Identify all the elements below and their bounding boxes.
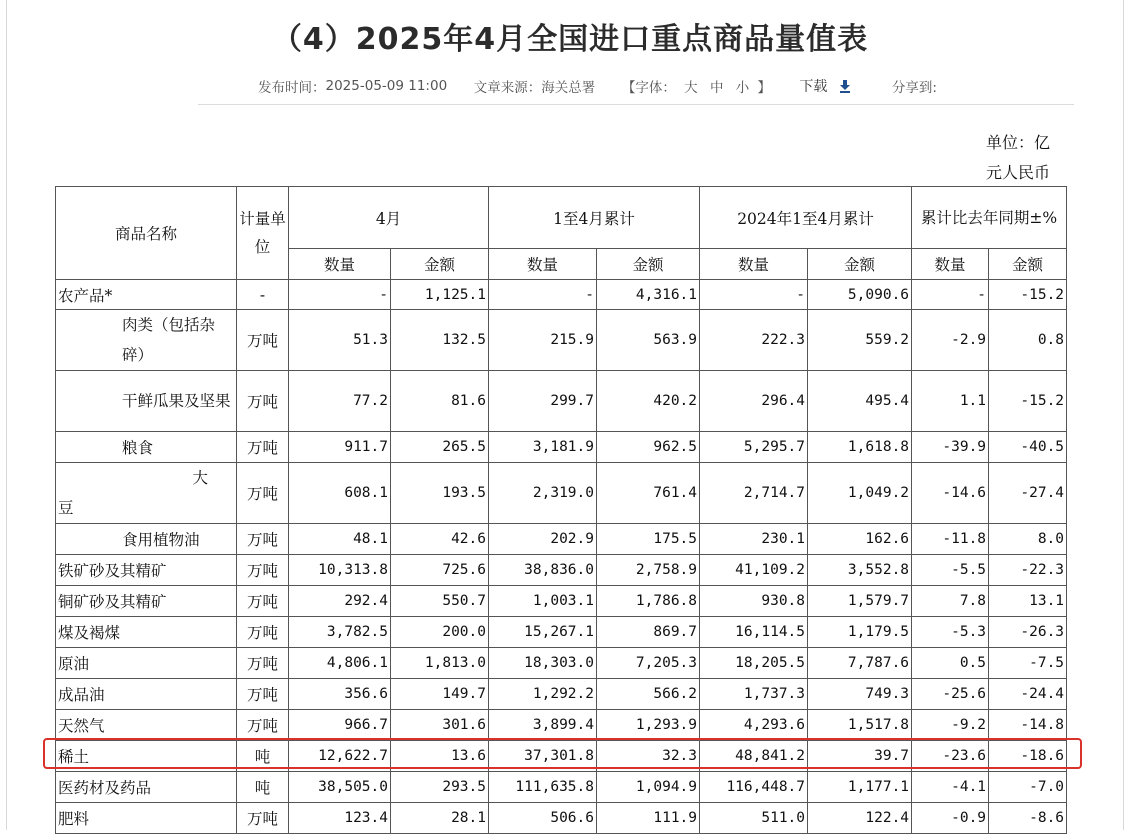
row-name: 成品油 xyxy=(56,679,237,710)
table-row xyxy=(56,648,1067,679)
cell-2024-amt: 749.3 xyxy=(808,679,912,710)
cell-2024-qty: - xyxy=(700,280,808,310)
cell-ytd-qty: 15,267.1 xyxy=(489,617,597,648)
cell-april-amt: 725.6 xyxy=(391,555,489,586)
row-unit: 万吨 xyxy=(237,371,289,432)
cell-april-qty: 4,806.1 xyxy=(289,648,391,679)
row-unit: 吨 xyxy=(237,741,289,772)
cell-april-amt: 132.5 xyxy=(391,310,489,371)
row-unit: 万吨 xyxy=(237,710,289,741)
cell-2024-amt: 559.2 xyxy=(808,310,912,371)
table-row xyxy=(56,371,1067,432)
header-divider xyxy=(198,104,1074,105)
cell-ytd-qty: 37,301.8 xyxy=(489,741,597,772)
cell-yoy-amt: -15.2 xyxy=(989,371,1067,432)
article-meta xyxy=(258,76,937,96)
cell-ytd-amt: 2,758.9 xyxy=(597,555,700,586)
cell-yoy-amt: -40.5 xyxy=(989,432,1067,463)
cell-april-amt: 265.5 xyxy=(391,432,489,463)
row-unit: 万吨 xyxy=(237,463,289,524)
row-name: 食用植物油 xyxy=(56,524,237,555)
publish-time: 2025-05-09 11:00 xyxy=(325,78,448,94)
cell-ytd-amt: 420.2 xyxy=(597,371,700,432)
row-name: 肥料 xyxy=(56,803,237,834)
publish-label: 发布时间： xyxy=(258,80,326,96)
cell-april-amt: 1,125.1 xyxy=(391,280,489,310)
cell-april-amt: 28.1 xyxy=(391,803,489,834)
cell-yoy-qty: -2.9 xyxy=(912,310,989,371)
row-unit: 万吨 xyxy=(237,803,289,834)
cell-yoy-qty: -5.3 xyxy=(912,617,989,648)
cell-2024-amt: 1,177.1 xyxy=(808,772,912,803)
cell-ytd-qty: 1,292.2 xyxy=(489,679,597,710)
cell-yoy-qty: - xyxy=(912,280,989,310)
cell-ytd-qty: 215.9 xyxy=(489,310,597,371)
cell-april-qty: 356.6 xyxy=(289,679,391,710)
cell-april-amt: 193.5 xyxy=(391,463,489,524)
row-name: 原油 xyxy=(56,648,237,679)
cell-yoy-amt: -18.6 xyxy=(989,741,1067,772)
cell-yoy-qty: -11.8 xyxy=(912,524,989,555)
cell-2024-qty: 41,109.2 xyxy=(700,555,808,586)
cell-yoy-qty: -9.2 xyxy=(912,710,989,741)
cell-yoy-qty: 1.1 xyxy=(912,371,989,432)
font-medium-button[interactable]: 中 xyxy=(709,80,724,96)
cell-yoy-amt: -7.5 xyxy=(989,648,1067,679)
cell-ytd-amt: 566.2 xyxy=(597,679,700,710)
cell-2024-amt: 1,618.8 xyxy=(808,432,912,463)
cell-2024-qty: 296.4 xyxy=(700,371,808,432)
cell-april-qty: - xyxy=(289,280,391,310)
header-amt: 金额 xyxy=(597,249,700,280)
cell-ytd-amt: 7,205.3 xyxy=(597,648,700,679)
cell-april-amt: 149.7 xyxy=(391,679,489,710)
source-value: 海关总署 xyxy=(541,80,596,96)
cell-ytd-amt: 761.4 xyxy=(597,463,700,524)
table-row xyxy=(56,617,1067,648)
row-unit: 万吨 xyxy=(237,524,289,555)
header-qty: 数量 xyxy=(289,249,391,280)
cell-ytd-qty: 1,003.1 xyxy=(489,586,597,617)
cell-april-qty: 966.7 xyxy=(289,710,391,741)
cell-2024-qty: 18,205.5 xyxy=(700,648,808,679)
row-name: 稀土 xyxy=(56,741,237,772)
cell-yoy-amt: -26.3 xyxy=(989,617,1067,648)
cell-2024-amt: 1,579.7 xyxy=(808,586,912,617)
font-small-button[interactable]: 小 xyxy=(735,80,750,96)
cell-april-qty: 123.4 xyxy=(289,803,391,834)
cell-yoy-amt: -22.3 xyxy=(989,555,1067,586)
cell-2024-amt: 495.4 xyxy=(808,371,912,432)
cell-yoy-qty: -23.6 xyxy=(912,741,989,772)
cell-yoy-amt: 8.0 xyxy=(989,524,1067,555)
cell-ytd-amt: 869.7 xyxy=(597,617,700,648)
cell-yoy-amt: 13.1 xyxy=(989,586,1067,617)
cell-april-amt: 200.0 xyxy=(391,617,489,648)
cell-ytd-amt: 111.9 xyxy=(597,803,700,834)
cell-yoy-amt: -15.2 xyxy=(989,280,1067,310)
font-size-label: 【字体： xyxy=(621,80,676,96)
row-name: 医药材及药品 xyxy=(56,772,237,803)
cell-2024-qty: 511.0 xyxy=(700,803,808,834)
cell-2024-amt: 7,787.6 xyxy=(808,648,912,679)
cell-yoy-amt: -8.6 xyxy=(989,803,1067,834)
row-name-part1: 大 xyxy=(192,469,208,487)
share-label: 分享到: xyxy=(891,80,937,96)
table-row-highlighted xyxy=(56,741,1067,772)
page-left-border xyxy=(6,0,7,830)
cell-ytd-qty: 202.9 xyxy=(489,524,597,555)
cell-ytd-amt: 962.5 xyxy=(597,432,700,463)
cell-yoy-qty: -4.1 xyxy=(912,772,989,803)
table-row xyxy=(56,772,1067,803)
cell-ytd-amt: 32.3 xyxy=(597,741,700,772)
cell-april-qty: 292.4 xyxy=(289,586,391,617)
cell-yoy-amt: -14.8 xyxy=(989,710,1067,741)
cell-2024-qty: 48,841.2 xyxy=(700,741,808,772)
row-unit: 万吨 xyxy=(237,432,289,463)
cell-ytd-qty: 299.7 xyxy=(489,371,597,432)
font-large-button[interactable]: 大 xyxy=(684,80,698,96)
cell-yoy-amt: -7.0 xyxy=(989,772,1067,803)
cell-2024-qty: 930.8 xyxy=(700,586,808,617)
header-ytd: 1至4月累计 xyxy=(489,187,700,249)
download-arrow-icon[interactable] xyxy=(838,79,852,93)
cell-2024-amt: 3,552.8 xyxy=(808,555,912,586)
row-name: 铜矿砂及其精矿 xyxy=(56,586,237,617)
cell-april-qty: 48.1 xyxy=(289,524,391,555)
cell-ytd-qty: 111,635.8 xyxy=(489,772,597,803)
cell-yoy-amt: -24.4 xyxy=(989,679,1067,710)
table-row xyxy=(56,555,1067,586)
cell-ytd-amt: 1,293.9 xyxy=(597,710,700,741)
header-name: 商品名称 xyxy=(56,187,237,280)
unit-note xyxy=(986,128,1066,188)
cell-yoy-qty: -39.9 xyxy=(912,432,989,463)
table-row xyxy=(56,710,1067,741)
cell-ytd-qty: 38,836.0 xyxy=(489,555,597,586)
cell-yoy-amt: 0.8 xyxy=(989,310,1067,371)
cell-2024-qty: 1,737.3 xyxy=(700,679,808,710)
cell-ytd-amt: 4,316.1 xyxy=(597,280,700,310)
table-row xyxy=(56,280,1067,310)
cell-april-amt: 81.6 xyxy=(391,371,489,432)
header-qty: 数量 xyxy=(489,249,597,280)
cell-april-qty: 10,313.8 xyxy=(289,555,391,586)
cell-ytd-qty: 3,181.9 xyxy=(489,432,597,463)
cell-2024-amt: 39.7 xyxy=(808,741,912,772)
row-unit: 万吨 xyxy=(237,586,289,617)
cell-2024-amt: 5,090.6 xyxy=(808,280,912,310)
cell-april-amt: 293.5 xyxy=(391,772,489,803)
table-row xyxy=(56,524,1067,555)
cell-yoy-qty: -14.6 xyxy=(912,463,989,524)
cell-yoy-qty: -0.9 xyxy=(912,803,989,834)
header-ytd-2024: 2024年1至4月累计 xyxy=(700,187,912,249)
row-name: 干鲜瓜果及坚果 xyxy=(56,371,237,432)
header-unit: 计量单位 xyxy=(237,187,289,280)
cell-2024-qty: 5,295.7 xyxy=(700,432,808,463)
cell-april-amt: 550.7 xyxy=(391,586,489,617)
row-unit: - xyxy=(237,280,289,310)
cell-ytd-qty: 506.6 xyxy=(489,803,597,834)
row-name xyxy=(56,463,237,524)
cell-2024-amt: 122.4 xyxy=(808,803,912,834)
source-label: 文章来源： xyxy=(473,80,542,96)
table-row xyxy=(56,463,1067,524)
cell-april-qty: 608.1 xyxy=(289,463,391,524)
table-row xyxy=(56,803,1067,834)
cell-april-amt: 301.6 xyxy=(391,710,489,741)
cell-ytd-amt: 175.5 xyxy=(597,524,700,555)
row-name: 煤及褐煤 xyxy=(56,617,237,648)
cell-2024-qty: 2,714.7 xyxy=(700,463,808,524)
row-unit: 万吨 xyxy=(237,617,289,648)
header-amt: 金额 xyxy=(989,249,1067,280)
download-button[interactable]: 下载 xyxy=(799,79,828,95)
row-name: 农产品* xyxy=(56,280,237,310)
cell-yoy-qty: -25.6 xyxy=(912,679,989,710)
row-unit: 万吨 xyxy=(237,679,289,710)
row-unit: 万吨 xyxy=(237,555,289,586)
row-name: 肉类（包括杂碎） xyxy=(56,310,237,371)
unit-note-line1: 单位：亿 xyxy=(986,133,1051,152)
cell-ytd-amt: 1,786.8 xyxy=(597,586,700,617)
cell-yoy-amt: -27.4 xyxy=(989,463,1067,524)
page-title: （4）2025年4月全国进口重点商品量值表 xyxy=(271,22,869,57)
row-unit: 万吨 xyxy=(237,310,289,371)
row-name: 铁矿砂及其精矿 xyxy=(56,555,237,586)
header-yoy: 累计比去年同期±% xyxy=(912,187,1067,249)
cell-yoy-qty: 0.5 xyxy=(912,648,989,679)
table-row xyxy=(56,310,1067,371)
cell-april-amt: 1,813.0 xyxy=(391,648,489,679)
row-unit: 吨 xyxy=(237,772,289,803)
cell-april-qty: 911.7 xyxy=(289,432,391,463)
table-row xyxy=(56,679,1067,710)
row-unit: 万吨 xyxy=(237,648,289,679)
header-qty: 数量 xyxy=(912,249,989,280)
font-size-close: 】 xyxy=(757,80,772,96)
cell-april-amt: 13.6 xyxy=(391,741,489,772)
cell-ytd-amt: 563.9 xyxy=(597,310,700,371)
cell-ytd-amt: 1,094.9 xyxy=(597,772,700,803)
cell-april-qty: 12,622.7 xyxy=(289,741,391,772)
row-name-part2: 豆 xyxy=(58,499,74,517)
table-row xyxy=(56,432,1067,463)
table-row xyxy=(56,586,1067,617)
cell-april-qty: 77.2 xyxy=(289,371,391,432)
cell-2024-qty: 116,448.7 xyxy=(700,772,808,803)
row-name: 粮食 xyxy=(56,432,237,463)
cell-ytd-qty: 18,303.0 xyxy=(489,648,597,679)
cell-2024-amt: 1,179.5 xyxy=(808,617,912,648)
cell-2024-qty: 230.1 xyxy=(700,524,808,555)
cell-ytd-qty: 3,899.4 xyxy=(489,710,597,741)
cell-2024-amt: 1,517.8 xyxy=(808,710,912,741)
page-right-border xyxy=(1123,0,1124,830)
cell-2024-amt: 1,049.2 xyxy=(808,463,912,524)
header-amt: 金额 xyxy=(391,249,489,280)
cell-yoy-qty: 7.8 xyxy=(912,586,989,617)
header-qty: 数量 xyxy=(700,249,808,280)
row-name: 天然气 xyxy=(56,710,237,741)
cell-ytd-qty: 2,319.0 xyxy=(489,463,597,524)
header-amt: 金额 xyxy=(808,249,912,280)
cell-april-amt: 42.6 xyxy=(391,524,489,555)
cell-april-qty: 38,505.0 xyxy=(289,772,391,803)
cell-2024-qty: 222.3 xyxy=(700,310,808,371)
cell-april-qty: 3,782.5 xyxy=(289,617,391,648)
import-table xyxy=(55,186,1067,834)
cell-yoy-qty: -5.5 xyxy=(912,555,989,586)
cell-ytd-qty: - xyxy=(489,280,597,310)
cell-april-qty: 51.3 xyxy=(289,310,391,371)
cell-2024-amt: 162.6 xyxy=(808,524,912,555)
cell-2024-qty: 16,114.5 xyxy=(700,617,808,648)
cell-2024-qty: 4,293.6 xyxy=(700,710,808,741)
header-april: 4月 xyxy=(289,187,489,249)
unit-note-line2: 元人民币 xyxy=(986,163,1051,182)
